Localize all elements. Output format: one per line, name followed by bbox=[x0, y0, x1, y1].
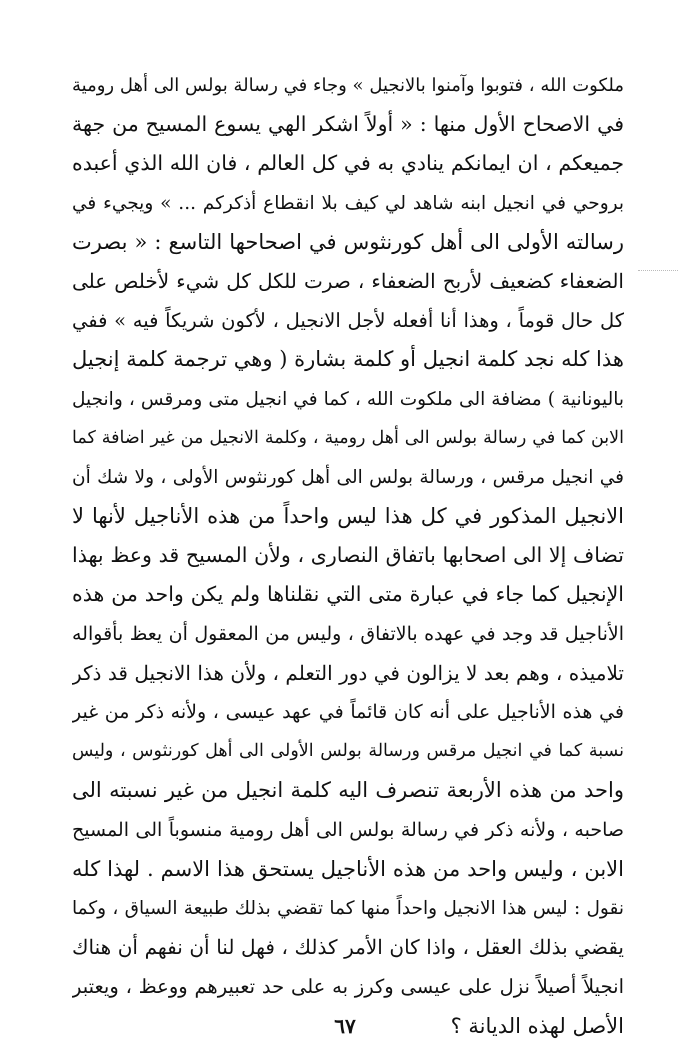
text-line: الابن كما في رسالة بولس الى أهل رومية ، وكلمة الانجيل من غير اضافة كما bbox=[72, 427, 624, 448]
text-line: الضعفاء كضعيف لأربح الضعفاء ، صرت للكل كل شيء لأخلص على bbox=[72, 268, 624, 293]
text-line: هذا كله نجد كلمة انجيل أو كلمة بشارة ( وهي ترجمة كلمة إنجيل bbox=[72, 347, 624, 372]
text-line: الإنجيل كما جاء في عبارة متى التي نقلناها ولم يكن واحد من هذه bbox=[72, 582, 624, 607]
text-line: رسالته الأولى الى أهل كورنثوس في اصحاحها التاسع : « بصرت bbox=[72, 229, 624, 254]
text-line: الانجيل المذكور في كل هذا ليس واحداً من هذه الأناجيل لأنها لا bbox=[72, 504, 624, 529]
text-line: انجيلاً أصيلاً نزل على عيسى وكرز به على حد تعبيرهم ووعظ ، ويعتبر bbox=[72, 975, 624, 999]
text-line: تلاميذه ، وهم بعد لا يزالون في دور التعلم ، ولأن هذا الانجيل قد ذكر bbox=[72, 660, 624, 685]
body-text bbox=[72, 66, 624, 1046]
text-line: صاحبه ، ولأنه ذكر في رسالة بولس الى أهل رومية منسوباً الى المسيح bbox=[72, 818, 624, 841]
text-line: في الاصحاح الأول منها : « أولاً اشكر الهي يسوع المسيح من جهة bbox=[72, 112, 624, 137]
text-line: جميعكم ، ان ايمانكم ينادي به في كل العالم ، فان الله الذي أعبده bbox=[72, 151, 624, 176]
page-number: ٦٧ bbox=[334, 1014, 356, 1038]
text-line: ملكوت الله ، فتوبوا وآمنوا بالانجيل » وجاء في رسالة بولس الى أهل رومية bbox=[72, 75, 624, 96]
text-line: كل حال قوماً ، وهذا أنا أفعله لأجل الانجيل ، لأكون شريكاً فيه » ففي bbox=[72, 309, 624, 333]
text-line: نقول : ليس هذا الانجيل واحداً منها كما تقضي بذلك طبيعة السياق ، وكما bbox=[72, 897, 624, 919]
text-line: نسبة كما في انجيل مرقس ورسالة بولس الأولى الى أهل كورنثوس ، وليس bbox=[72, 741, 624, 762]
text-line: باليونانية ) مضافة الى ملكوت الله ، كما في انجيل متى ومرقس ، وانجيل bbox=[72, 388, 624, 410]
text-line: في انجيل مرقس ، ورسالة بولس الى أهل كورنثوس الأولى ، ولا شك أن bbox=[72, 466, 624, 488]
text-line: في هذه الأناجيل على أنه كان قائماً في عهد عيسى ، ولأنه ذكر من غير bbox=[72, 701, 624, 723]
text-line: الابن ، وليس واحد من هذه الأناجيل يستحق هذا الاسم . لهذا كله bbox=[72, 856, 624, 881]
margin-mark bbox=[638, 270, 678, 272]
text-line-last: الأصل لهذه الديانة ؟ bbox=[450, 1013, 624, 1038]
text-line: الأناجيل قد وجد في عهده بالاتفاق ، وليس من المعقول أن يعظ بأقواله bbox=[72, 622, 624, 645]
text-line: يقضي بذلك العقل ، واذا كان الأمر كذلك ، فهل لنا أن نفهم أن هناك bbox=[72, 935, 624, 960]
text-line: تضاف إلا الى اصحابها باتفاق النصارى ، ولأن المسيح قد وعظ بهذا bbox=[72, 543, 624, 568]
text-line: بروحي في انجيل ابنه شاهد لي كيف بلا انقطاع أذكركم ... » ويجيء في bbox=[72, 192, 624, 214]
text-line: واحد من هذه الأربعة تنصرف اليه كلمة انجيل من غير نسبته الى bbox=[72, 778, 624, 803]
